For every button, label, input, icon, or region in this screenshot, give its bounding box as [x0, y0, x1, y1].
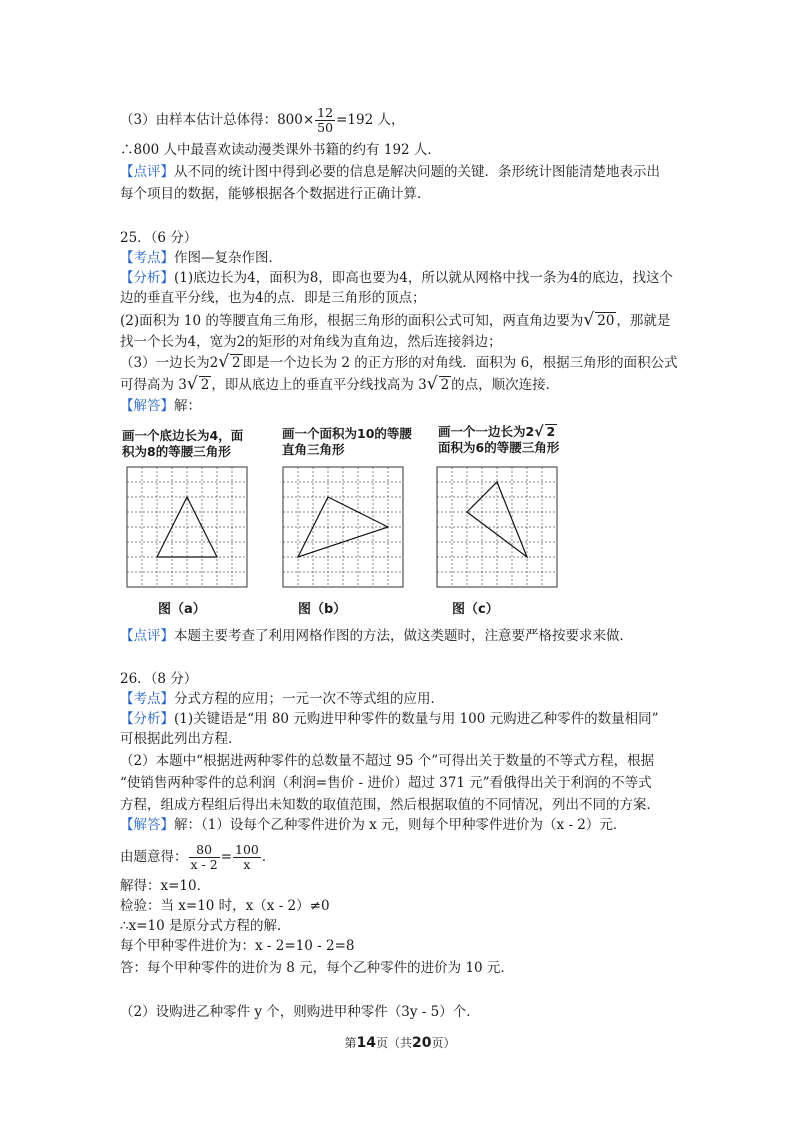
fig-a-caption: 画一个底边长为4，面 积为8的等腰三角形: [122, 428, 244, 459]
q24-comment-cont: 每个项目的数据，能够根据各个数据进行正确计算．: [120, 186, 431, 202]
q26-check: 检验：当 x=10 时，x（x - 2）≠0: [120, 898, 330, 914]
q26-jia-price: 每个甲种零件进价为：x - 2=10 - 2=8: [120, 938, 355, 954]
grid-figure-c: [436, 466, 562, 592]
q25-jieda: 【解答】解：: [120, 398, 201, 414]
fig-c-label: 图（c）: [452, 602, 499, 617]
q26-answer: 答：每个甲种零件的进价为 8 元，每个乙种零件的进价为 10 元．: [120, 960, 514, 976]
q25-kaodian: 【考点】作图—复杂作图．: [120, 250, 282, 266]
fig-b-label: 图（b）: [298, 602, 347, 617]
fig-b-caption: 画一个面积为10的等腰 直角三角形: [282, 426, 412, 457]
q26-solve: 解得：x=10．: [120, 878, 211, 894]
q25-fenxi-3b: 可得高为 3√ 2 ，即从底边上的垂直平分线找高为 3√ 2 的点，顺次连接．: [120, 374, 560, 394]
q25-comment: 【点评】本题主要考查了利用网格作图的方法，做这类题时，注意要严格按要求来做．: [120, 628, 633, 644]
q26-equation: 由题意得： $\frac{80}{x - 2}$ = $\frac{100}{x}$ ．: [120, 842, 276, 872]
grid-figure-b: [282, 466, 408, 592]
q26-fenxi-2c: 方程，组成方程组后得出未知数的取值范围，然后根据取值的不同情况，列出不同的方案．: [120, 797, 660, 813]
q25-header: 25．（6 分）: [120, 230, 198, 246]
fraction-12-50: $\frac{12}{50}$: [317, 105, 334, 135]
q26-fenxi-2b: “使销售两种零件的总利润（利润=售价 - 进价）超过 371 元”看俄得出关于利润的不等式: [120, 775, 652, 791]
q24-comment: 【点评】从不同的统计图中得到必要的信息是解决问题的关键．条形统计图能清楚地表示出: [120, 164, 660, 180]
q26-jieda: 【解答】解：（1）设每个乙种零件进价为 x 元，则每个甲种零件进价为（x - 2）元．: [120, 817, 627, 833]
fraction-80-over-x-2: $\frac{80}{x - 2}$: [190, 842, 218, 872]
q25-fenxi-2: (2)面积为 10 的等腰直角三角形，根据三角形的面积公式可知，两直角边要为√ 20 ，那就是: [120, 310, 671, 330]
q24-part3-line1: （3）由样本估计总体得：800× $\frac{12}{50}$ =192 人，: [120, 105, 405, 135]
q25-fenxi-3: （3）一边长为2√ 2 即是一个边长为 2 的正方形的对角线．面积为 6，根据三角形的面积公式: [120, 352, 678, 372]
q26-part2: （2）设购进乙种零件 y 个，则购进甲种零件（3y - 5）个．: [120, 1004, 480, 1020]
q26-fenxi-2: （2）本题中“根据进两种零件的总数量不超过 95 个”可得出关于数量的不等式方程，根据: [120, 753, 655, 769]
q26-header: 26．（8 分）: [120, 671, 198, 687]
grid-figure-a: [126, 466, 252, 592]
grid-lines-b: [283, 467, 403, 587]
fraction-100-over-x: $\frac{100}{x}$: [235, 842, 259, 872]
q25-fenxi-2b: 找一个长为4，宽为2的矩形的对角线为直角边，然后连接斜边；: [120, 334, 502, 350]
q26-root: ∴x=10 是原分式方程的解．: [120, 918, 291, 934]
fig-c-caption: 画一个一边长为2√ 2 面积为6的等腰三角形: [438, 424, 560, 455]
grid-lines-c: [437, 467, 557, 587]
grid-lines-a: [127, 467, 247, 587]
q26-fenxi-1: 【分析】(1)关键语是“用 80 元购进甲种零件的数量与用 100 元购进乙种零件的数量相同”: [120, 711, 659, 727]
q25-fenxi-1: 【分析】(1)底边长为4，面积为8，即高也要为4，所以就从网格中找一条为4的底边，找这个: [120, 270, 673, 286]
page-footer: 第14页（共20页）: [344, 1035, 456, 1051]
q24-conclusion: ∴800 人中最喜欢读动漫类课外书籍的约有 192 人．: [120, 142, 441, 158]
q26-fenxi-1b: 可根据此列出方程．: [120, 731, 242, 747]
q26-kaodian: 【考点】分式方程的应用；一元一次不等式组的应用．: [120, 691, 444, 707]
q25-fenxi-1b: 边的垂直平分线，也为4的点．即是三角形的顶点；: [120, 290, 426, 306]
fig-a-label: 图（a）: [158, 602, 206, 617]
